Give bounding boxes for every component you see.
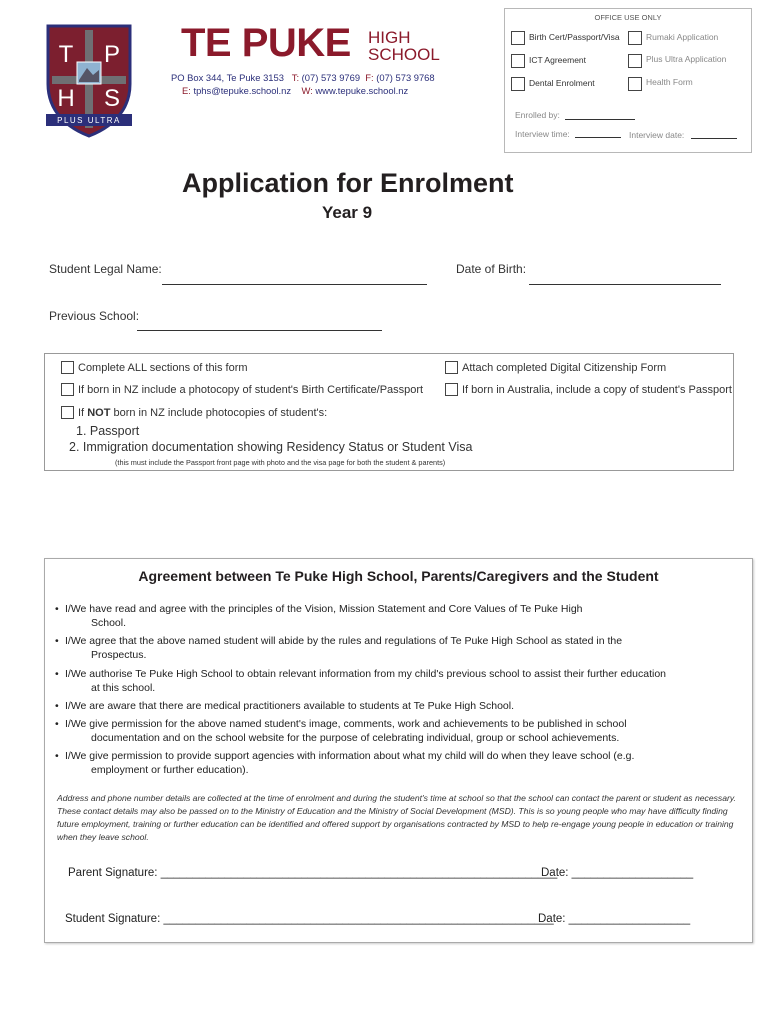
agreement-title: Agreement between Te Puke High School, Parents/Caregivers and the Student (138, 568, 659, 584)
checkbox-digital-citizenship[interactable] (445, 361, 458, 374)
web-label: W: (301, 85, 313, 96)
fax: (07) 573 9768 (376, 72, 435, 83)
agreement-bullet-4: • I/We are aware that there are medical practitioners available to students at Te Puke High School. (55, 700, 515, 712)
agreement-section (44, 558, 753, 943)
bullet-dot-icon: • (55, 668, 59, 680)
crest-letter-t: T (58, 41, 74, 68)
office-label-rumaki: Rumaki Application (646, 32, 719, 42)
dob-field[interactable] (529, 284, 721, 285)
bullet-dot-icon: • (55, 700, 59, 712)
label-digital-citizenship: Attach completed Digital Citizenship Form (462, 362, 667, 374)
agreement-bullet-6: • I/We give permission to provide support agencies with information about what my child will do when they leave school (e.g. employment or further education). (55, 750, 635, 776)
interview-time-label: Interview time: (515, 129, 570, 139)
phone: (07) 573 9769 (301, 72, 361, 83)
agreement-bullet-5: • I/We give permission for the above named student's image, comments, work and achievements to be published in school documentation and on the school website for the purpose of celebrating individual, group or school achievements. (55, 718, 627, 744)
bullet-dot-icon: • (55, 635, 59, 647)
agreement-bullet-1: • I/We have read and agree with the principles of the Vision, Mission Statement and Core Values of Te Puke High School. (55, 603, 583, 629)
document-checklist (44, 353, 734, 471)
office-checkbox-birth-cert[interactable] (511, 31, 525, 45)
previous-school-label: Previous School: (49, 309, 140, 323)
checkbox-not-born-nz[interactable] (61, 406, 74, 419)
office-checkbox-health[interactable] (628, 77, 642, 91)
email-label: E: (182, 85, 191, 96)
label-complete-all: Complete ALL sections of this form (78, 362, 248, 374)
contact-line-2 (182, 85, 408, 96)
enrolled-by-line[interactable] (565, 119, 635, 120)
crest-letter-s: S (103, 85, 121, 112)
not-born-bold: NOT (87, 407, 111, 419)
student-date-field[interactable]: Date: ___________________ (538, 913, 691, 925)
checkbox-complete-all[interactable] (61, 361, 74, 374)
office-checkbox-plus-ultra[interactable] (628, 54, 642, 68)
not-born-pre: If (78, 407, 85, 419)
office-checkbox-ict[interactable] (511, 54, 525, 68)
not-born-post: born in NZ include photocopies of student's: (113, 407, 328, 419)
dob-label: Date of Birth: (456, 262, 527, 276)
label-birth-certificate: If born in NZ include a photocopy of student's Birth Certificate/Passport (78, 384, 424, 396)
office-checkbox-dental[interactable] (511, 77, 525, 91)
school-name-sub (368, 29, 440, 63)
privacy-disclaimer: Address and phone number details are collected at the time of enrolment and during the student's time at school so that the school can contact the parent or student as necessary. These contact details may also be passed on to the Ministry of Education and the Ministry of Social Development (MSD). This is so young people who may have difficulty finding future employment, training or further education can be identified and offered support by organisations contracted by MSD to help re-engage young people in education or training when they leave school. (57, 793, 736, 842)
agreement-bullet-3: • I/We authorise Te Puke High School to obtain relevant information from my child's previous school to assist their further education at this school. (55, 668, 667, 694)
interview-date-label: Interview date: (629, 130, 685, 140)
school-crest-logo (44, 22, 134, 140)
office-label-plus-ultra: Plus Ultra Application (646, 54, 727, 64)
parent-signature-field[interactable]: Parent Signature: ______________________________________________________________ (68, 867, 558, 879)
office-label-dental: Dental Enrolment (529, 78, 595, 88)
office-label-ict: ICT Agreement (529, 55, 587, 65)
page-title: Application for Enrolment (182, 168, 514, 198)
interview-date-line[interactable] (691, 138, 737, 139)
po-box: PO Box 344, Te Puke 3153 (171, 72, 284, 83)
bullet-dot-icon: • (55, 750, 59, 762)
school-name: TE PUKE (181, 21, 351, 65)
passport-note: (this must include the Passport front page with photo and the visa page for both the student & parents) (115, 458, 446, 467)
email: tphs@tepuke.school.nz (193, 85, 292, 96)
bullet-dot-icon: • (55, 718, 59, 730)
year-level: Year 9 (322, 203, 373, 222)
student-name-label: Student Legal Name: (49, 262, 162, 276)
label-not-born-nz (78, 407, 327, 419)
phone-label: T: (291, 72, 300, 83)
student-signature-field[interactable]: Student Signature: _____________________________________________________________ (65, 913, 554, 925)
enrolled-by-label: Enrolled by: (515, 110, 560, 120)
crest-motto: PLUS ULTRA (57, 116, 121, 125)
crest-letter-h: H (57, 85, 75, 112)
checkbox-australia-passport[interactable] (445, 383, 458, 396)
school-sub-high: HIGH (368, 28, 411, 47)
agreement-bullet-2: • I/We agree that the above named student will abide by the rules and regulations of Te Puke High School as stated in the Prospectus. (55, 635, 623, 661)
bullet-dot-icon: • (55, 603, 59, 615)
school-sub-school: SCHOOL (368, 45, 440, 64)
label-australia-passport: If born in Australia, include a copy of student's Passport (462, 384, 732, 396)
checkbox-birth-certificate[interactable] (61, 383, 74, 396)
parent-date-field[interactable]: Date: ___________________ (541, 867, 694, 879)
previous-school-field[interactable] (137, 330, 382, 331)
office-use-box (504, 8, 752, 153)
sub-item-passport: 1. Passport (76, 424, 140, 438)
contact-line-1 (171, 72, 435, 83)
office-checkbox-rumaki[interactable] (628, 31, 642, 45)
office-label-birth-cert: Birth Cert/Passport/Visa (529, 32, 620, 42)
office-label-health: Health Form (646, 77, 693, 87)
fax-label: F: (365, 72, 374, 83)
crest-letter-p: P (103, 41, 121, 68)
interview-time-line[interactable] (575, 137, 621, 138)
student-name-field[interactable] (162, 284, 427, 285)
website: www.tepuke.school.nz (315, 85, 409, 96)
office-use-title: OFFICE USE ONLY (594, 13, 662, 22)
sub-item-immigration: 2. Immigration documentation showing Residency Status or Student Visa (69, 440, 473, 454)
